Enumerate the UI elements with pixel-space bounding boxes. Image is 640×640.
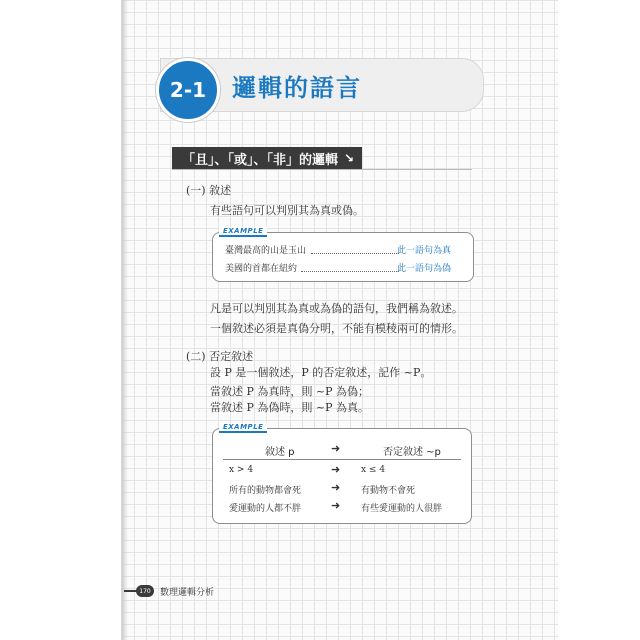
example-sentence: 臺灣最高的山是玉山: [225, 246, 307, 256]
section-divider: [172, 169, 472, 170]
book-title: 數理邏輯分析: [160, 588, 215, 598]
part2-line-2: 當敘述 P 為真時，則 ~P 為偽；: [210, 385, 370, 398]
example-box-2: [212, 423, 472, 524]
example-box-1: [212, 227, 474, 282]
example-verdict: 此一語句為真: [397, 246, 452, 256]
part1-explain-2: 一個敘述必須是真偽分明，不能有模稜兩可的情形。: [210, 322, 463, 335]
table-cell: 所有的動物都會死: [229, 486, 302, 496]
table-cell: x > 4: [229, 465, 254, 475]
page-spine: [122, 0, 128, 640]
example-verdict: 此一語句為偽: [397, 264, 452, 274]
arrow-right-icon: ➜: [331, 442, 341, 455]
part2-line-1: 設 P 是一個敘述，P 的否定敘述，記作 ~P。: [210, 366, 432, 379]
part2-line-3: 當敘述 P 為偽時，則 ~P 為真。: [210, 401, 370, 414]
part1-explain-1: 凡是可以判別其為真或為偽的語句，我們稱為敘述。: [210, 302, 463, 315]
arrow-right-icon: ➜: [331, 499, 341, 512]
table-cell: x ≤ 4: [361, 465, 386, 475]
example-sentence: 美國的首都在紐約: [225, 264, 298, 274]
chapter-title: 邏輯的語言: [232, 74, 362, 102]
part2-heading: (二) 否定敘述: [186, 350, 254, 363]
page-number: 170: [136, 585, 154, 597]
table-header: 敘述 p: [265, 447, 295, 458]
dot-leader: [311, 253, 399, 254]
example-tag: EXAMPLE: [219, 227, 267, 237]
table-header: 否定敘述 ~p: [383, 447, 441, 458]
dot-leader: [301, 271, 399, 272]
table-header-rule: [223, 459, 461, 460]
arrow-right-icon: ➜: [331, 463, 341, 476]
section-header: [172, 147, 362, 169]
chapter-number-badge: 2-1: [156, 58, 220, 122]
part1-intro: 有些語句可以判別其為真或偽。: [210, 204, 364, 217]
example-tag: EXAMPLE: [219, 423, 267, 433]
section-title: 「且」、「或」、「非」的邏輯: [182, 152, 339, 168]
table-cell: 有些愛運動的人很胖: [361, 504, 443, 514]
table-cell: 愛運動的人都不胖: [229, 504, 302, 514]
part1-heading: (一) 敘述: [186, 184, 232, 197]
table-cell: 有動物不會死: [361, 486, 416, 496]
arrow-down-right-icon: ↘: [344, 151, 355, 165]
arrow-right-icon: ➜: [331, 481, 341, 494]
